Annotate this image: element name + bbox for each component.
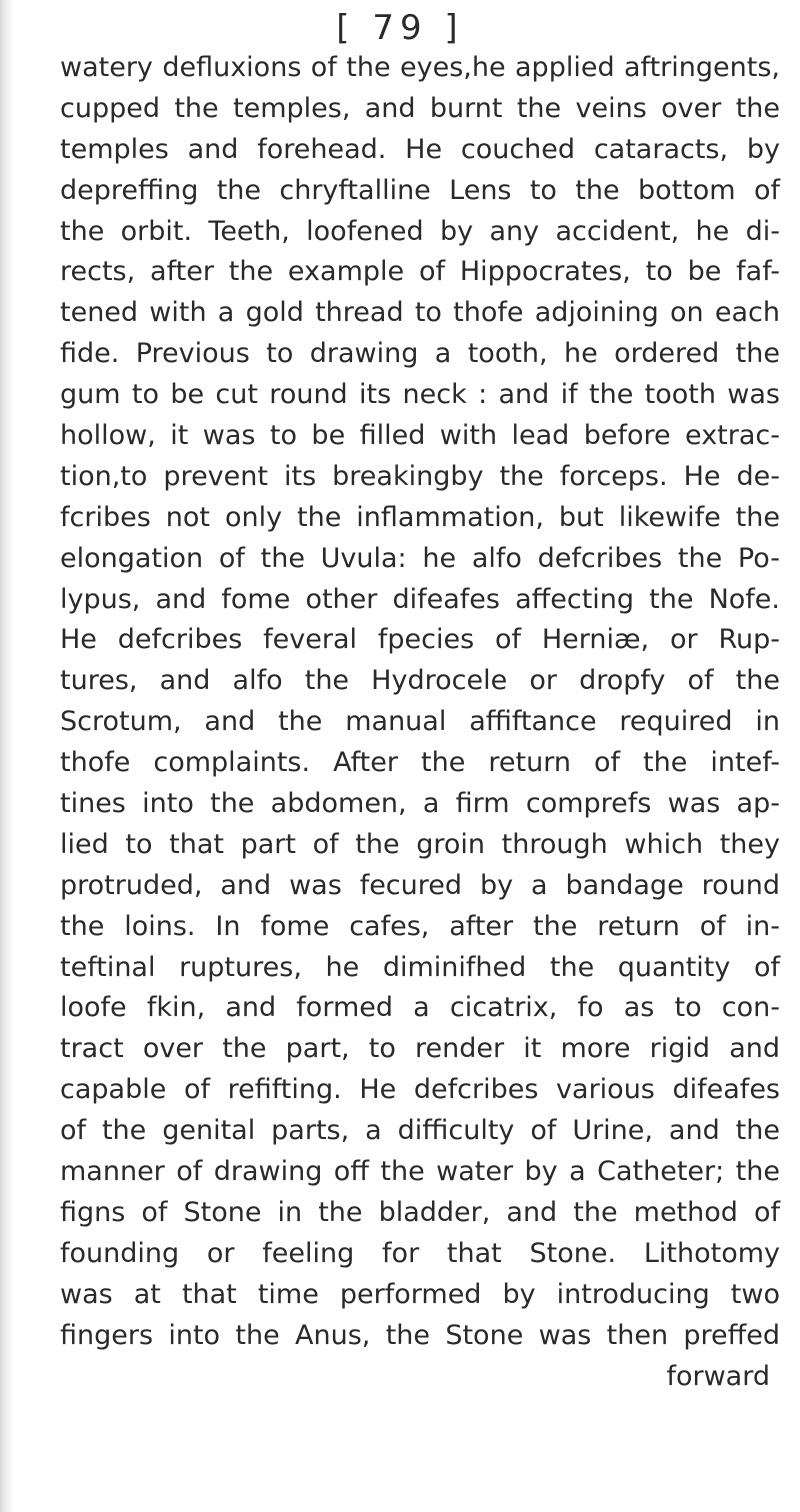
text-line: tened with a gold thread to thofe adjoining on each [60, 297, 780, 329]
text-line: protruded, and was fecured by a bandage round [60, 869, 780, 901]
text-line: tures, and alfo the Hydrocele or dropfy of the [60, 665, 780, 697]
text-line: gum to be cut round its neck : and if the tooth was [60, 379, 780, 411]
text-line: watery defluxions of the eyes,he applied aftringents, [60, 52, 780, 83]
text-line: fingers into the Anus, the Stone was then preffed [60, 1319, 780, 1351]
text-line: tines into the abdomen, a firm comprefs was ap- [60, 788, 780, 820]
text-line: founding or feeling for that Stone. Lithotomy [60, 1237, 780, 1269]
text-line: thofe complaints. After the return of the intef- [60, 747, 780, 779]
text-line: the loins. In fome cafes, after the return of in- [60, 910, 780, 942]
text-line: lied to that part of the groin through which they [60, 828, 780, 860]
text-line: tion,to prevent its breakingby the forceps. He de- [60, 460, 780, 492]
text-line: cupped the temples, and burnt the veins over the [60, 92, 780, 124]
text-line: fcribes not only the inflammation, but likewife the [60, 501, 780, 533]
text-line: capable of refifting. He defcribes various difeafes [60, 1074, 780, 1106]
text-line: He defcribes feveral fpecies of Herniæ, or Rup- [60, 624, 780, 656]
text-line: elongation of the Uvula: he alfo defcribes the Po- [60, 542, 780, 574]
catchword: forward [666, 1360, 770, 1392]
text-line: depreffing the chryftalline Lens to the bottom of [60, 174, 780, 206]
text-line: lypus, and fome other difeafes affecting the Nofe. [60, 583, 780, 615]
text-line: manner of drawing off the water by a Catheter; the [60, 1156, 780, 1188]
text-line: temples and forehead. He couched cataracts, by [60, 133, 780, 165]
text-line: the orbit. Teeth, loofened by any accident, he di- [60, 215, 780, 247]
text-line: fide. Previous to drawing a tooth, he ordered the [60, 338, 780, 370]
text-line: of the genital parts, a difficulty of Urine, and the [60, 1115, 780, 1147]
text-line: rects, after the example of Hippocrates, to be faf- [60, 256, 780, 288]
text-line: tract over the part, to render it more rigid and [60, 1033, 780, 1065]
page-edge-shadow [0, 0, 14, 1512]
page-number: [ 79 ] [336, 8, 464, 48]
text-line: Scrotum, and the manual affiftance required in [60, 706, 780, 738]
text-line: was at that time performed by introducing two [60, 1278, 780, 1310]
text-line: loofe fkin, and formed a cicatrix, fo as to con- [60, 992, 780, 1024]
body-text [60, 48, 780, 1397]
text-line: figns of Stone in the bladder, and the method of [60, 1196, 780, 1228]
text-line: hollow, it was to be filled with lead before extrac- [60, 420, 780, 452]
text-line: teftinal ruptures, he diminifhed the quantity of [60, 951, 780, 983]
